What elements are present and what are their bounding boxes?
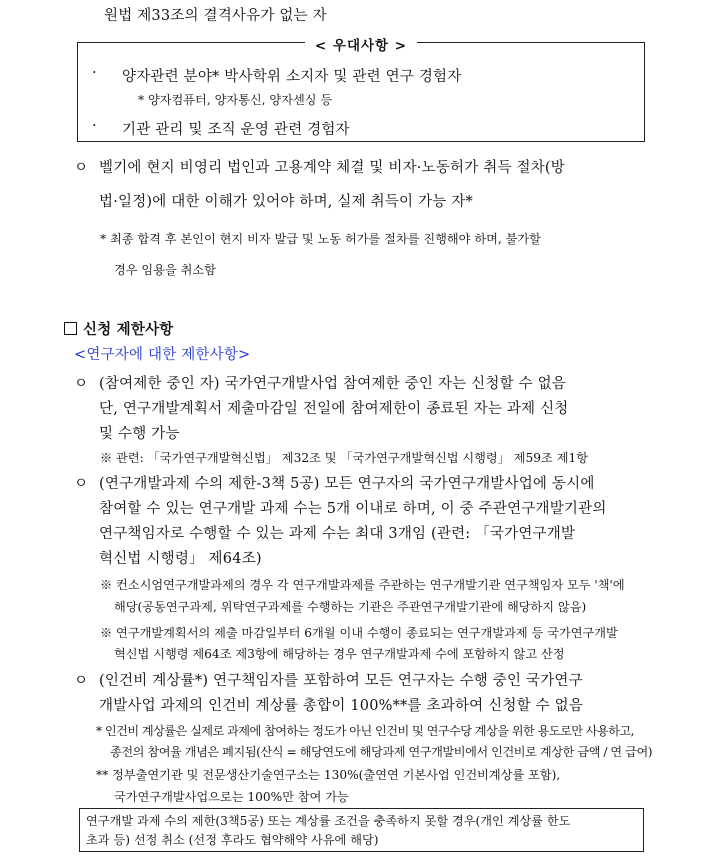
item-a-line-2: 단, 연구개발계획서 제출마감일 전일에 참여제한이 종료된 자는 과제 신청 (99, 401, 569, 417)
preference-box (77, 38, 645, 142)
item-b-bullet: ㅇ (74, 476, 89, 492)
visa-note-1: * 최종 합격 후 본인이 현지 비자 발급 및 노동 허가를 절차를 진행해야 하며, 불가할 (100, 232, 541, 246)
item-a-bullet: ㅇ (74, 376, 89, 392)
section-title: 신청 제한사항 (64, 318, 174, 339)
checkbox-square-icon (64, 322, 77, 335)
item-b-line-3: 연구책임자로 수행할 수 있는 과제 수는 최대 3개임 (관련: 「국가연구개발 (99, 526, 576, 542)
pref-item-1: 양자관련 분야* 박사학위 소지자 및 관련 연구 경험자 (122, 69, 462, 85)
warning-line-1: 연구개발 과제 수의 제한(3책5공) 또는 계상률 조건을 충족하지 못할 경우(개인 계상률 한도 (86, 814, 571, 828)
visa-line-1: 벨기에 현지 비영리 법인과 고용계약 체결 및 비자·노동허가 취득 절차(방 (99, 160, 565, 176)
warning-line-2: 초과 등) 선정 취소 (선정 후라도 협약해약 사유에 해당) (86, 833, 379, 847)
item-b-note-1a: ※ 컨소시엄연구개발과제의 경우 각 연구개발과제를 주관하는 연구개발기관 연구책임자 모두 '책'에 (100, 578, 625, 592)
pref-item-1-note: * 양자컴퓨터, 양자통신, 양자센싱 등 (138, 93, 333, 107)
item-c-note-1b: 종전의 참여율 개념은 폐지됨(산식 = 해당연도에 해당과제 연구개발비에서 인건비로 계상한 금액 / 연 급여) (110, 745, 653, 759)
visa-line-2: 법·일정)에 대한 이해가 있어야 하며, 실제 취득이 가능 자* (99, 194, 473, 210)
item-c-note-1a: * 인건비 계상률은 실제로 과제에 참여하는 정도가 아닌 인건비 및 연구수당 계상을 위한 용도로만 사용하고, (96, 724, 634, 738)
item-b-line-4: 혁신법 시행령」 제64조) (99, 551, 262, 567)
item-c-line-2: 개발사업 과제의 인건비 계상률 총합이 100%**를 초과하여 신청할 수 없음 (99, 698, 584, 714)
eligibility-line: 원법 제33조의 결격사유가 없는 자 (104, 8, 327, 24)
preference-box-title: < 우대사항 > (78, 34, 644, 54)
visa-note-2: 경우 임용을 취소함 (114, 263, 216, 277)
visa-bullet: ㅇ (74, 160, 89, 176)
item-c-note-2a: ** 정부출연기관 및 전문생산기술연구소는 130%(출연연 기본사업 인건비계상률 포함), (96, 768, 561, 782)
item-b-note-2b: 혁신법 시행령 제64조 제3항에 해당하는 경우 연구개발과제 수에 포함하지 않고 산정 (114, 647, 565, 661)
subsection-title: <연구자에 대한 제한사항> (74, 347, 251, 363)
item-c-line-1: (인건비 계상률*) 연구책임자를 포함하여 모든 연구자는 수행 중인 국가연구 (99, 673, 583, 689)
pref-bullet-2: · (92, 118, 97, 134)
item-c-bullet: ㅇ (74, 673, 89, 689)
restriction-warning-box (79, 808, 644, 852)
pref-item-2: 기관 관리 및 조직 운영 관련 경험자 (122, 122, 350, 138)
item-b-line-2: 참여할 수 있는 연구개발 과제 수는 5개 이내로 하며, 이 중 주관연구개발기관의 (99, 501, 607, 517)
item-b-line-1: (연구개발과제 수의 제한-3책 5공) 모든 연구자의 국가연구개발사업에 동시에 (99, 476, 595, 492)
item-a-line-1: (참여제한 중인 자) 국가연구개발사업 참여제한 중인 자는 신청할 수 없음 (99, 376, 566, 392)
item-c-note-2b: 국가연구개발사업으로는 100%만 참여 가능 (114, 790, 349, 804)
item-b-note-1b: 해당(공동연구과제, 위탁연구과제를 수행하는 기관은 주관연구개발기관에 해당하지 않음) (114, 600, 587, 614)
item-b-note-2a: ※ 연구개발계획서의 제출 마감일부터 6개월 이내 수행이 종료되는 연구개발과제 등 국가연구개발 (100, 626, 618, 640)
item-a-line-3: 및 수행 가능 (99, 426, 180, 442)
pref-bullet-1: · (92, 65, 97, 81)
item-a-note: ※ 관련: 「국가연구개발혁신법」 제32조 및 「국가연구개발혁신법 시행령」 제59조 제1항 (100, 451, 588, 465)
